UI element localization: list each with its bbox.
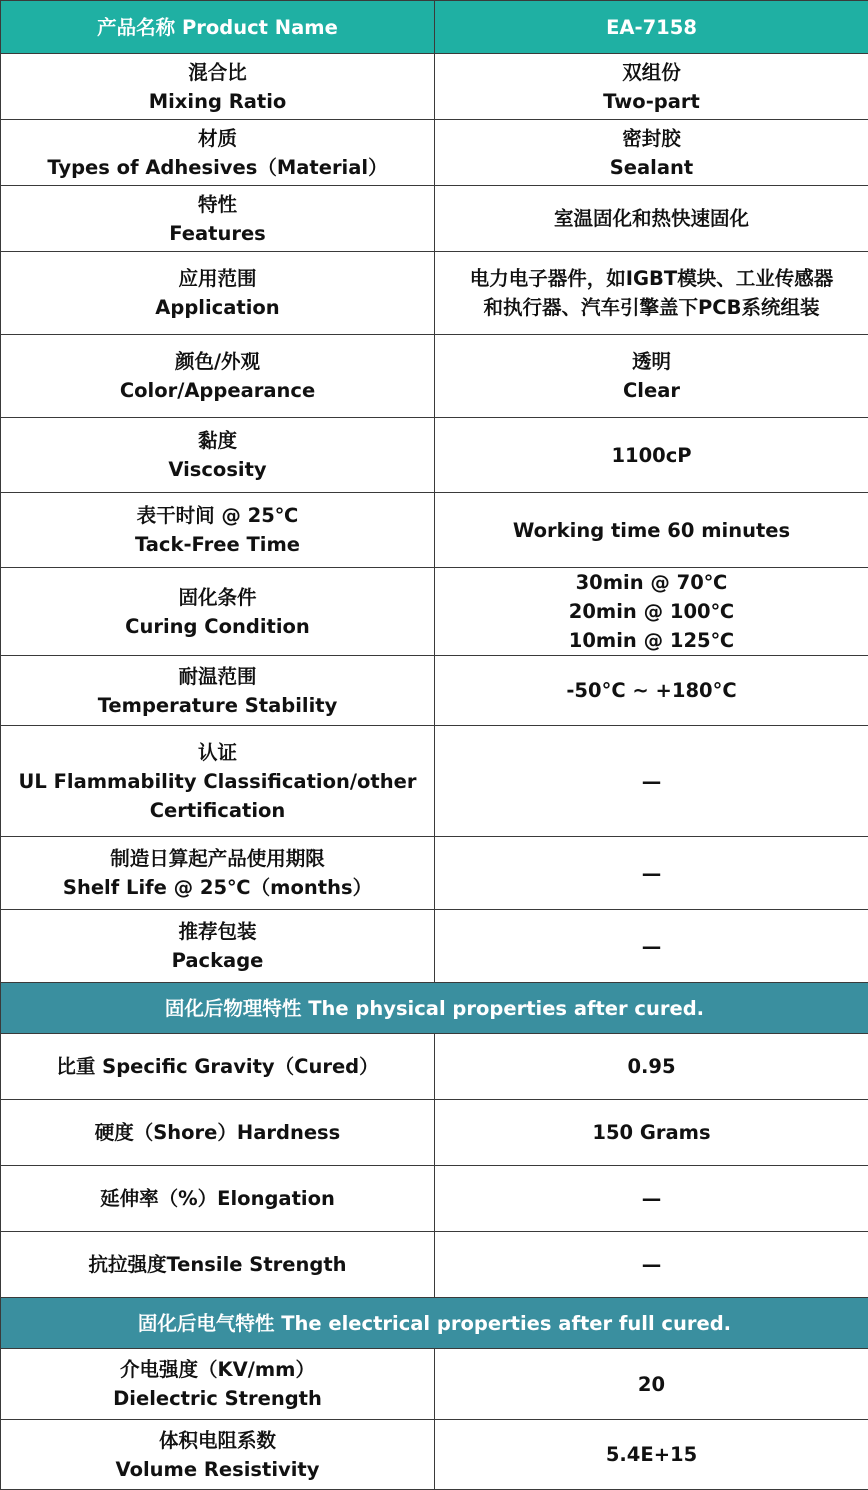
header-row	[1, 1, 868, 54]
spec-label: 耐温范围 Temperature Stability	[1, 656, 435, 726]
spec-row-application	[1, 252, 868, 335]
spec-label: 黏度 Viscosity	[1, 418, 435, 493]
section-title: 固化后电气特性 The electrical properties after full cured.	[1, 1298, 868, 1349]
spec-value: -50°C ~ +180°C	[435, 656, 868, 726]
electrical-row-volume-resistivity	[1, 1420, 868, 1490]
spec-row-material	[1, 120, 868, 186]
physical-section-header	[1, 983, 868, 1034]
spec-label: 硬度（Shore）Hardness	[1, 1100, 435, 1166]
spec-row-curing-condition	[1, 568, 868, 656]
spec-value: —	[435, 1166, 868, 1232]
spec-value: 5.4E+15	[435, 1420, 868, 1490]
spec-row-mixing-ratio	[1, 54, 868, 120]
spec-value: 20	[435, 1349, 868, 1420]
physical-row-specific-gravity	[1, 1034, 868, 1100]
electrical-section-header	[1, 1298, 868, 1349]
spec-row-package	[1, 910, 868, 983]
spec-label: 材质 Types of Adhesives（Material）	[1, 120, 435, 186]
spec-label: 特性 Features	[1, 186, 435, 252]
spec-value: 透明 Clear	[435, 335, 868, 418]
spec-label: 体积电阻系数 Volume Resistivity	[1, 1420, 435, 1490]
spec-value: 密封胶 Sealant	[435, 120, 868, 186]
section-title: 固化后物理特性 The physical properties after cured.	[1, 983, 868, 1034]
spec-value: —	[435, 1232, 868, 1298]
physical-row-hardness	[1, 1100, 868, 1166]
product-name-label: 产品名称 Product Name	[1, 1, 435, 54]
product-model: EA-7158	[435, 1, 868, 54]
spec-value: —	[435, 837, 868, 910]
physical-row-elongation	[1, 1166, 868, 1232]
spec-label: 制造日算起产品使用期限 Shelf Life @ 25℃（months）	[1, 837, 435, 910]
spec-value: 30min @ 70℃ 20min @ 100℃ 10min @ 125℃	[435, 568, 868, 656]
spec-row-viscosity	[1, 418, 868, 493]
spec-value: —	[435, 726, 868, 837]
spec-label: 颜色/外观 Color/Appearance	[1, 335, 435, 418]
spec-value: —	[435, 910, 868, 983]
electrical-row-dielectric-strength	[1, 1349, 868, 1420]
spec-value: Working time 60 minutes	[435, 493, 868, 568]
spec-label: 抗拉强度Tensile Strength	[1, 1232, 435, 1298]
spec-row-features	[1, 186, 868, 252]
spec-row-certification	[1, 726, 868, 837]
spec-value: 双组份 Two-part	[435, 54, 868, 120]
spec-label: 介电强度（KV/mm） Dielectric Strength	[1, 1349, 435, 1420]
spec-label: 延伸率（%）Elongation	[1, 1166, 435, 1232]
spec-label: 认证 UL Flammability Classification/other Certification	[1, 726, 435, 837]
spec-label: 混合比 Mixing Ratio	[1, 54, 435, 120]
spec-row-temperature-stability	[1, 656, 868, 726]
spec-row-shelf-life	[1, 837, 868, 910]
spec-label: 应用范围 Application	[1, 252, 435, 335]
physical-row-tensile-strength	[1, 1232, 868, 1298]
spec-value: 1100cP	[435, 418, 868, 493]
spec-label: 固化条件 Curing Condition	[1, 568, 435, 656]
spec-value: 150 Grams	[435, 1100, 868, 1166]
spec-value: 室温固化和热快速固化	[435, 186, 868, 252]
spec-row-tack-free-time	[1, 493, 868, 568]
spec-label: 表干时间 @ 25℃ Tack-Free Time	[1, 493, 435, 568]
spec-value: 0.95	[435, 1034, 868, 1100]
spec-row-appearance	[1, 335, 868, 418]
spec-value: 电力电子器件，如IGBT模块、工业传感器 和执行器、汽车引擎盖下PCB系统组装	[435, 252, 868, 335]
spec-label: 比重 Specific Gravity（Cured）	[1, 1034, 435, 1100]
spec-label: 推荐包装 Package	[1, 910, 435, 983]
